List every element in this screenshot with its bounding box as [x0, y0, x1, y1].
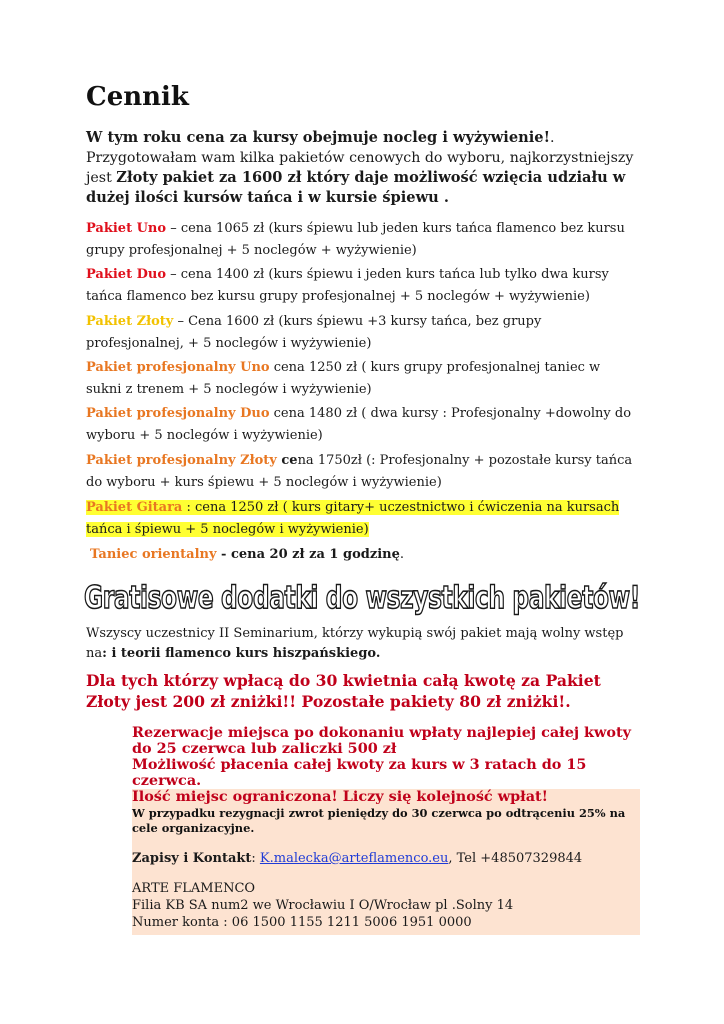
package-name: Pakiet Gitara: [86, 500, 183, 515]
address-company: ARTE FLAMENCO: [132, 881, 256, 896]
free-paragraph: [86, 624, 634, 664]
phone-text: , Tel +48507329844: [448, 851, 583, 866]
package-pro-uno: [86, 357, 634, 401]
page-title: Cennik: [86, 82, 189, 112]
package-name: Pakiet Duo: [86, 267, 166, 282]
intro-bold-lead: W tym roku cena za kursy obejmuje nocleg i wyżywienie!: [86, 129, 550, 146]
package-desc: – cena 1400 zł (kurs śpiewu i jeden kurs tańca lub tylko dwa kursy tańca flamenco bez kursu grupy profesjonalnej + 5 noclegów + wyżywienie): [86, 267, 609, 304]
address-block: [132, 880, 640, 931]
package-desc: cena 1480 zł ( dwa kursy : Profesjonalny +dowolny do wyboru + 5 noclegów i wyżywienie): [86, 406, 632, 443]
contact-colon: :: [251, 851, 260, 866]
package-desc: na 1750zł (: Profesjonalny + pozostałe kursy tańca do wyboru + kurs śpiewu + 5 noclegów i wyżywienie): [86, 453, 633, 490]
package-desc: cena 1250 zł ( kurs grupy profesjonalnej taniec w sukni z trenem + 5 noclegów i wyżywienie): [86, 360, 601, 397]
limited-seats: Ilość miejsc ograniczona! Liczy się kolejność wpłat!: [132, 788, 548, 805]
package-name: Pakiet profesjonalny Uno: [86, 360, 270, 375]
refund-note: W przypadku rezygnacji zwrot pieniędzy do 30 czerwca po odtrąceniu 25% na cele organizacyjne.: [132, 806, 626, 835]
package-zloty: [86, 311, 634, 355]
package-name: Taniec orientalny: [90, 547, 217, 562]
package-pro-duo: [86, 403, 634, 447]
package-name: Pakiet Złoty: [86, 314, 174, 329]
address-bank: Filia KB SA num2 we Wrocławiu I O/Wrocław pl .Solny 14: [132, 898, 514, 913]
package-desc: – Cena 1600 zł (kurs śpiewu +3 kursy tańca, bez grupy profesjonalnej, + 5 noclegów i wyżywienie): [86, 314, 542, 351]
intro-paragraph: [86, 128, 634, 208]
gratis-banner: [84, 576, 644, 616]
package-desc-bold: ce: [276, 453, 298, 468]
intro-bold-gold: Złoty pakiet za 1600 zł który daje możliwość wzięcia udziału w dużej ilości kursów tańca i w kursie śpiewu .: [86, 169, 626, 206]
email-link[interactable]: K.malecka@arteflamenco.eu: [259, 851, 449, 866]
package-desc: : cena 1250 zł ( kurs gitary+ uczestnictwo i ćwiczenia na kursach tańca i śpiewu + 5 noclegów i wyżywienie): [86, 500, 620, 537]
free-bold: : i teorii flamenco kurs hiszpańskiego.: [102, 646, 381, 661]
package-oriental: [90, 544, 638, 566]
package-gitara: [86, 497, 634, 541]
reservation-line2: Możliwość płacenia całej kwoty za kurs w 3 ratach do 15 czerwca.: [132, 756, 587, 789]
reservation-box: [132, 725, 640, 935]
contact-label: Zapisy i Kontakt: [132, 851, 252, 866]
intro-text: . Przygotowałam wam kilka pakietów cenowych do wyboru, najkorzystniejszy jest: [86, 130, 634, 186]
package-duo: [86, 264, 634, 308]
gratis-banner-text: Gratisowe dodatki do wszystkich pakietów!: [84, 580, 640, 616]
promo-text: Dla tych którzy wpłacą do 30 kwietnia całą kwotę za Pakiet Złoty jest 200 zł zniżki!! Pozostałe pakiety 80 zł zniżki!.: [86, 671, 601, 711]
info-panel: [132, 789, 640, 935]
package-dot: .: [399, 547, 405, 562]
package-name: Pakiet profesjonalny Złoty: [86, 453, 277, 468]
package-name: Pakiet Uno: [86, 221, 167, 236]
reservation-line1: Rezerwacje miejsca po dokonaniu wpłaty najlepiej całej kwoty do 25 czerwca lub zaliczki 500 zł: [132, 724, 632, 757]
package-name: Pakiet profesjonalny Duo: [86, 406, 270, 421]
account-number: Numer konta : 06 1500 1155 1211 5006 1951 0000: [132, 915, 472, 930]
package-uno: [86, 218, 634, 262]
package-pro-zloty: [86, 450, 634, 494]
free-text: Wszyscy uczestnicy II Seminarium, którzy wykupią swój pakiet mają wolny wstęp na: [86, 626, 624, 661]
package-desc: - cena 20 zł za 1 godzinę: [216, 547, 400, 562]
package-desc: – cena 1065 zł (kurs śpiewu lub jeden kurs tańca flamenco bez kursu grupy profesjonalnej + 5 noclegów + wyżywienie): [86, 221, 625, 258]
contact-line: [132, 850, 640, 868]
